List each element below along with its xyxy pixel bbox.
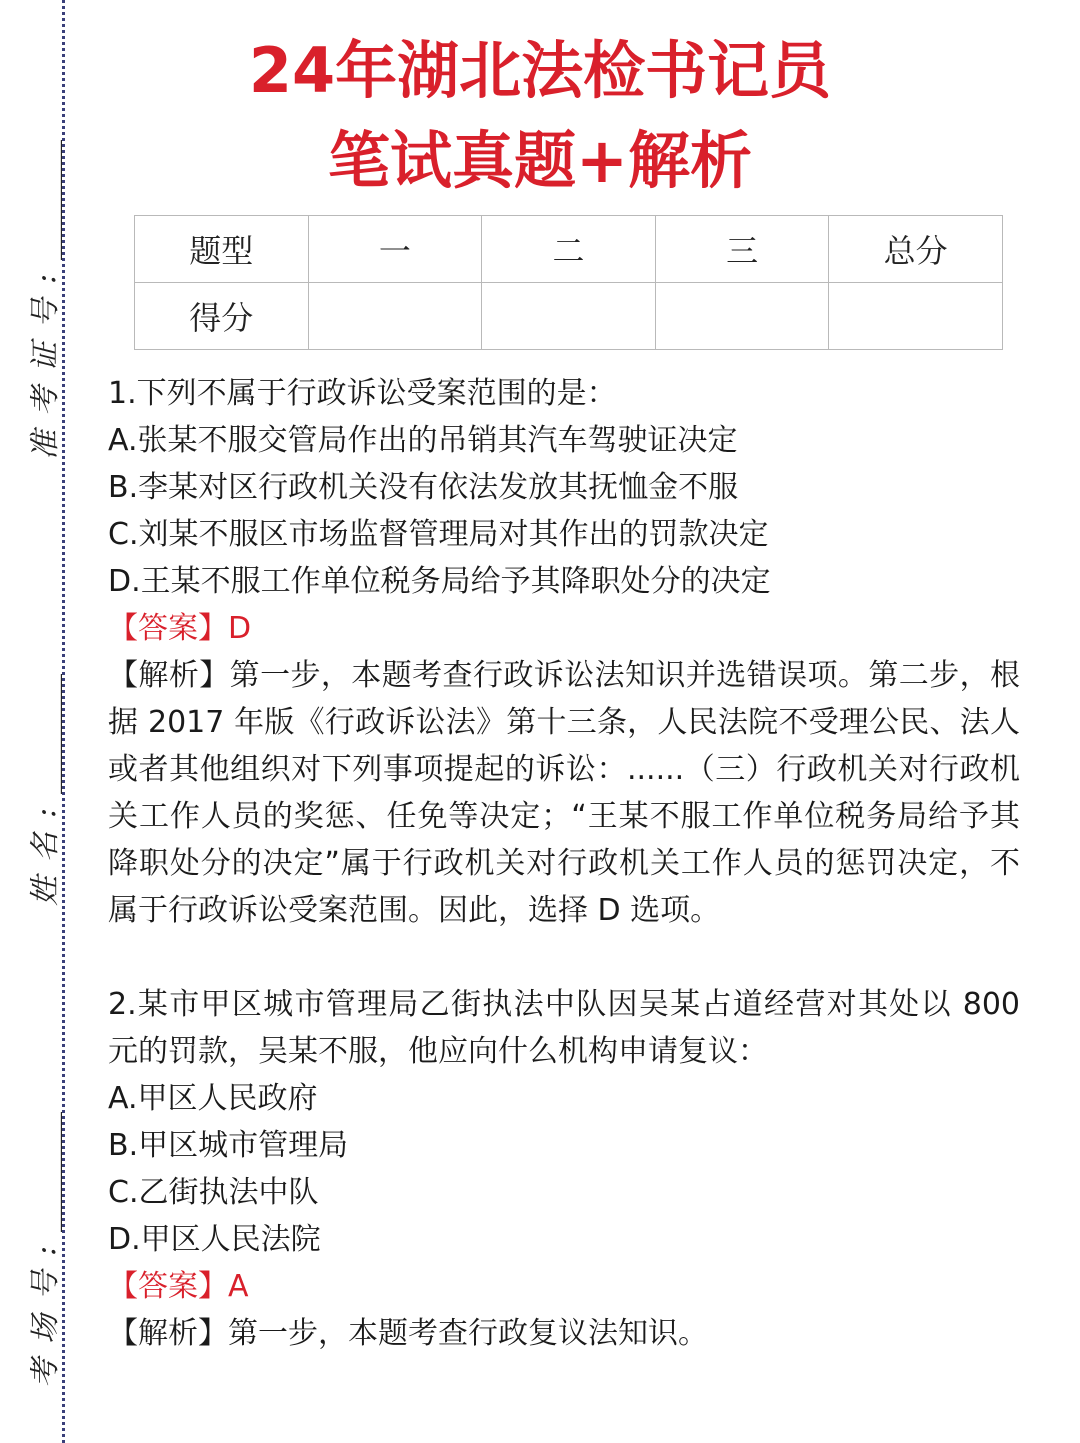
score-header-two: 二 (482, 216, 656, 283)
score-table-header-row (135, 216, 1003, 283)
question-2-option-d: D.甲区人民法院 (108, 1222, 321, 1257)
question-content (108, 370, 1020, 1357)
side-label-ticket: 准考证号:________ (28, 139, 63, 461)
question-1-option-c: C.刘某不服区市场监督管理局对其作出的罚款决定 (108, 517, 769, 552)
page-title-line2: 笔试真题+解析 (328, 124, 752, 197)
score-table (134, 215, 1003, 350)
question-2 (108, 981, 1020, 1357)
side-label-ticket-text: 准考证号: (28, 259, 63, 461)
score-header-total: 总分 (829, 216, 1003, 283)
question-2-option-b: B.甲区城市管理局 (108, 1128, 349, 1163)
score-row-label: 得分 (135, 283, 309, 350)
question-2-answer: 【答案】A (108, 1269, 249, 1304)
question-spacer (108, 934, 1020, 981)
score-cell-two (482, 283, 656, 350)
score-cell-three (655, 283, 829, 350)
side-label-name: 姓名:________ (28, 673, 63, 907)
question-2-analysis: 【解析】第一步，本题考查行政复议法知识。 (108, 1316, 708, 1351)
question-2-option-a: A.甲区人民政府 (108, 1081, 318, 1116)
question-2-option-c: C.乙街执法中队 (108, 1175, 319, 1210)
score-header-type: 题型 (135, 216, 309, 283)
question-1 (108, 370, 1020, 934)
score-table-score-row (135, 283, 1003, 350)
question-1-option-b: B.李某对区行政机关没有依法发放其抚恤金不服 (108, 470, 739, 505)
question-1-answer: 【答案】D (108, 611, 252, 646)
page-title-line1: 24年湖北法检书记员 (248, 34, 832, 107)
score-cell-one (308, 283, 482, 350)
side-label-name-text: 姓名: (28, 793, 63, 907)
question-1-option-a: A.张某不服交管局作出的吊销其汽车驾驶证决定 (108, 423, 738, 458)
score-cell-total (829, 283, 1003, 350)
question-1-option-d: D.王某不服工作单位税务局给予其降职处分的决定 (108, 564, 771, 599)
side-label-room: 考场号:________ (28, 1111, 63, 1389)
question-2-stem: 2.某市甲区城市管理局乙街执法中队因吴某占道经营对其处以 800 元的罚款，吴某不服，他应向什么机构申请复议： (108, 987, 1020, 1069)
question-1-stem: 1.下列不属于行政诉讼受案范围的是： (108, 376, 617, 411)
question-1-analysis: 【解析】第一步，本题考查行政诉讼法知识并选错误项。第二步，根据 2017 年版《行政诉讼法》第十三条，人民法院不受理公民、法人或者其他组织对下列事项提起的诉讼：......（三）行政机关对行政机关工作人员的奖惩、任免等决定；“王某不服工作单位税务局给予其降职处分的决定”属于行政机关对行政机关工作人员的惩罚决定，不属于行政诉讼受案范围。因此，选择 D 选项。 (108, 658, 1020, 928)
score-header-one: 一 (308, 216, 482, 283)
side-label-room-text: 考场号: (28, 1231, 63, 1389)
score-header-three: 三 (655, 216, 829, 283)
